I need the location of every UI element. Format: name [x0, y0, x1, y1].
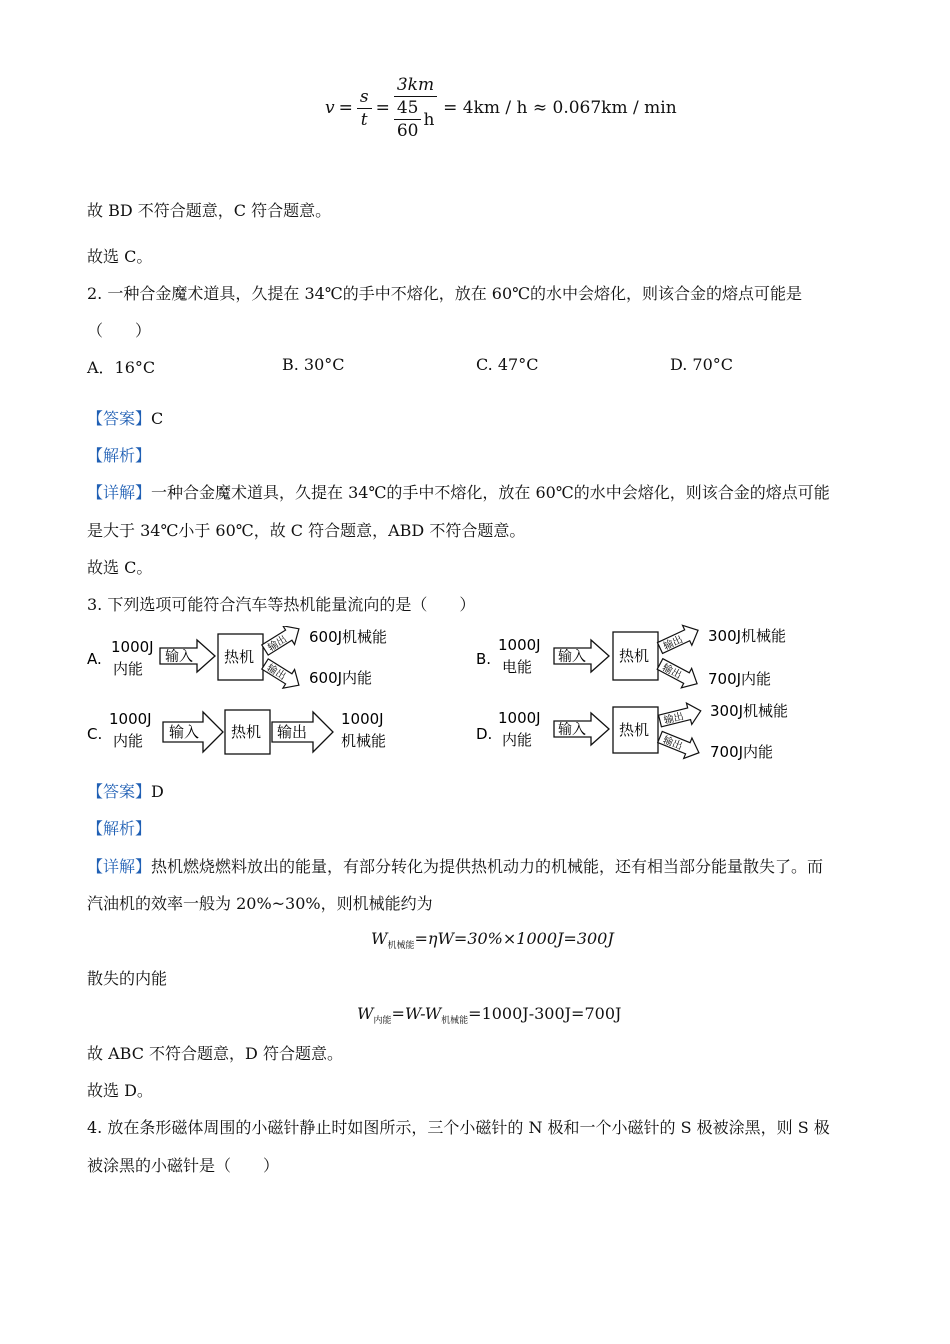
svg-text:输入: 输入 [169, 723, 200, 741]
svg-text:1000J: 1000J [109, 710, 152, 728]
q3-answer: 【答案】D [87, 782, 164, 801]
q4-stem-line1: 4. 放在条形磁体周围的小磁针静止时如图所示，三个小磁针的 N 极和一个小磁针的 S 极被涂黑，则 S 极 [87, 1118, 830, 1137]
q3-detail-line1: 【详解】热机燃烧燃料放出的能量，有部分转化为提供热机动力的机械能，还有相当部分能量散失了。而 [87, 857, 824, 876]
q2-option-c: C. 47°C [476, 355, 539, 374]
svg-text:C.: C. [87, 725, 103, 743]
svg-text:B.: B. [476, 650, 492, 668]
svg-text:600J机械能: 600J机械能 [309, 628, 388, 646]
svg-text:1000J: 1000J [498, 636, 541, 654]
svg-text:1000J: 1000J [111, 638, 154, 656]
q3-stem: 3. 下列选项可能符合汽车等热机能量流向的是（ ） [87, 595, 476, 614]
q2-answer: 【答案】C [87, 409, 164, 428]
svg-text:300J机械能: 300J机械能 [708, 627, 787, 645]
svg-text:输入: 输入 [558, 649, 586, 665]
svg-text:输出: 输出 [266, 633, 290, 654]
q3-diagram-d [474, 697, 814, 767]
svg-text:A.: A. [87, 650, 102, 668]
q3-detail-line2: 汽油机的效率一般为 20%~30%，则机械能约为 [87, 894, 433, 913]
velocity-formula: v = $\frac{s}{t}$ = 3km $\frac{45}{60}$ h = 4km / h ≈ 0.067km / min [325, 75, 677, 141]
svg-text:700J内能: 700J内能 [710, 743, 774, 761]
svg-text:700J内能: 700J内能 [708, 670, 772, 688]
svg-text:1000J: 1000J [498, 709, 541, 727]
q1-line2: 故选 C。 [87, 247, 153, 266]
q2-paren: （ ） [87, 321, 152, 340]
internal-energy-formula: $W_{内能}=W-W_{机械能}=1000J-300J=700J$ [357, 1004, 622, 1027]
svg-text:输出: 输出 [277, 723, 308, 741]
q2-detail-line2: 是大于 34℃小于 60℃，故 C 符合题意，ABD 不符合题意。 [87, 521, 526, 540]
svg-text:热机: 热机 [231, 723, 262, 741]
q3-diagram-a [85, 626, 415, 696]
formula-s-over-t: $\frac{s}{t}$ [357, 86, 372, 131]
q2-detail-line1: 【详解】一种合金魔术道具，久提在 34℃的手中不熔化，放在 60℃的水中会熔化，则该合金的熔点可能 [87, 483, 830, 502]
q3-diagram-c [85, 706, 415, 758]
q3-line2: 故选 D。 [87, 1081, 153, 1100]
formula-rhs: = 4km / h ≈ 0.067km / min [443, 98, 677, 118]
svg-text:输入: 输入 [558, 722, 586, 738]
svg-text:热机: 热机 [619, 647, 650, 665]
svg-text:600J内能: 600J内能 [309, 669, 373, 687]
q3-analysis-tag: 【解析】 [87, 819, 152, 838]
svg-text:内能: 内能 [502, 731, 533, 749]
svg-text:内能: 内能 [113, 660, 144, 678]
q3-lost-text: 散失的内能 [87, 969, 168, 988]
q3-diagram-b [474, 622, 814, 694]
svg-text:D.: D. [476, 725, 493, 743]
formula-km-over-time: 3km $\frac{45}{60}$ h [394, 74, 437, 142]
q2-stem: 2. 一种合金魔术道具，久提在 34℃的手中不熔化，放在 60℃的水中会熔化，则该合金的熔点可能是 [87, 284, 803, 303]
svg-text:机械能: 机械能 [341, 732, 387, 750]
q3-line1: 故 ABC 不符合题意，D 符合题意。 [87, 1044, 343, 1063]
q2-option-a: A．16°C [87, 358, 156, 377]
q2-option-b: B. 30°C [282, 355, 345, 374]
q2-option-d: D. 70°C [670, 355, 734, 374]
mechanical-energy-formula: $W_{机械能}=\eta W=30\%\times 1000J=300J$ [371, 929, 614, 952]
svg-text:输入: 输入 [165, 649, 193, 665]
formula-eq: = [338, 98, 353, 118]
svg-text:热机: 热机 [619, 721, 650, 739]
q2-analysis-tag: 【解析】 [87, 446, 152, 465]
svg-text:电能: 电能 [502, 658, 533, 676]
svg-text:300J机械能: 300J机械能 [710, 702, 789, 720]
svg-text:输出: 输出 [660, 662, 684, 682]
svg-text:输出: 输出 [661, 734, 684, 753]
q4-stem-line2: 被涂黑的小磁针是（ ） [87, 1156, 280, 1175]
svg-text:输出: 输出 [661, 634, 685, 653]
svg-text:输出: 输出 [264, 662, 288, 683]
q2-conclusion: 故选 C。 [87, 558, 153, 577]
q1-line1: 故 BD 不符合题意，C 符合题意。 [87, 201, 332, 220]
formula-v: v [325, 98, 335, 118]
svg-text:输出: 输出 [662, 711, 685, 727]
svg-text:内能: 内能 [113, 732, 144, 750]
svg-text:热机: 热机 [224, 648, 255, 666]
svg-text:1000J: 1000J [341, 710, 384, 728]
